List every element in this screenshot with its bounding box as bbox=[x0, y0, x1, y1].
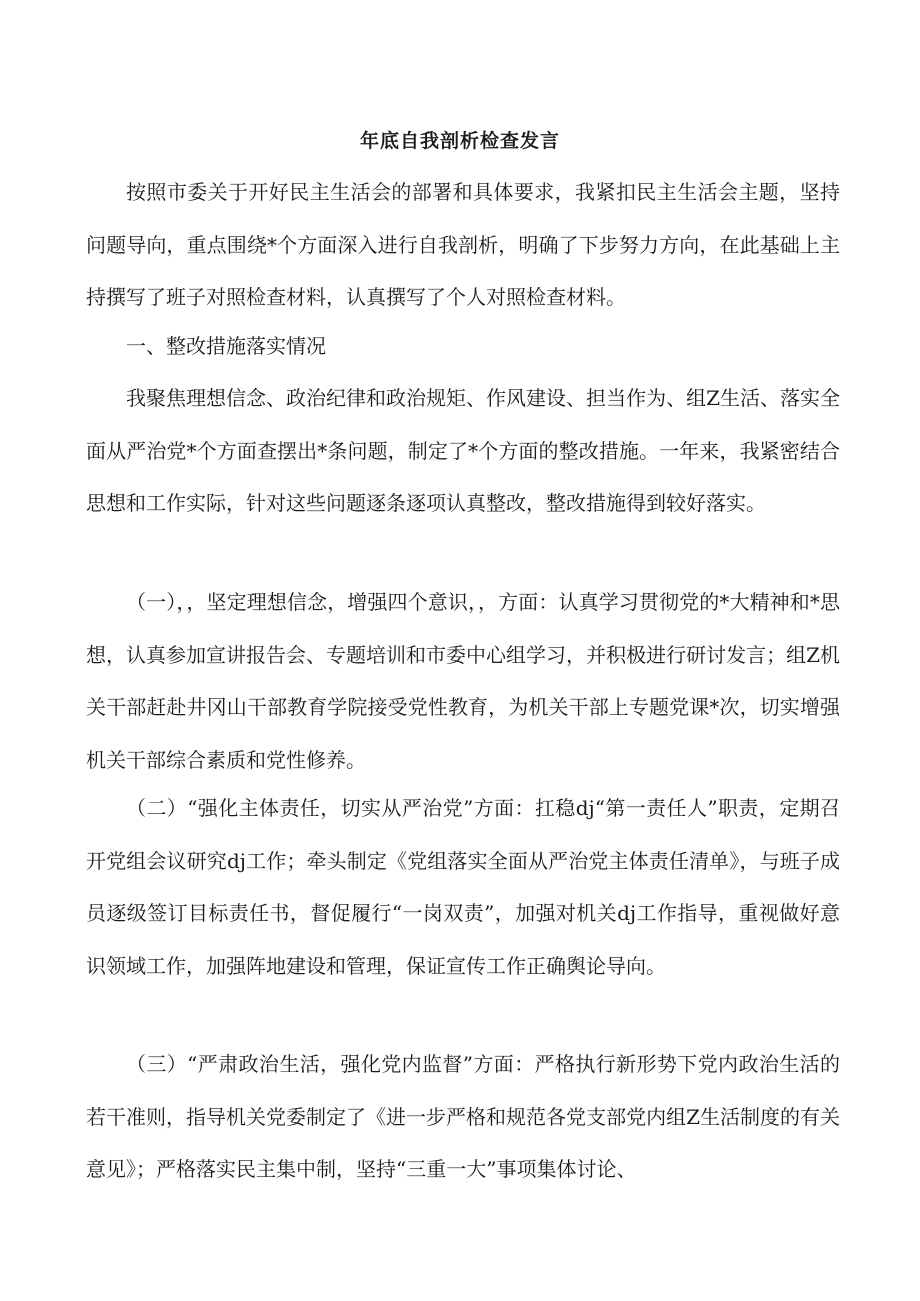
paragraph-summary: 我聚焦理想信念、政治纪律和政治规矩、作风建设、担当作为、组Z生活、落实全面从严治党*个方面查摆出*条问题，制定了*个方面的整改措施。一年来，我紧密结合思想和工作实际，针对这些问题逐条逐项认真整改，整改措施得到较好落实。 bbox=[86, 386, 840, 515]
document-title: 年底自我剖析检查发言 bbox=[359, 130, 560, 152]
paragraph-item-2: （二）“强化主体责任，切实从严治党”方面：扛稳dj“第一责任人”职责，定期召开党组会议研究dj工作；牵头制定《党组落实全面从严治党主体责任清单》，与班子成员逐级签订目标责任书，督促履行“一岗双责”，加强对机关dj工作指导，重视做好意识领域工作，加强阵地建设和管理，保证宣传工作正确舆论导向。 bbox=[86, 796, 840, 978]
section-heading-1: 一、整改措施落实情况 bbox=[126, 334, 326, 358]
paragraph-item-3: （三）“严肃政治生活，强化党内监督”方面：严格执行新形势下党内政治生活的若干准则，指导机关党委制定了《进一步严格和规范各党支部党内组Z生活制度的有关意见》；严格落实民主集中制，坚持“三重一大”事项集体讨论、 bbox=[86, 1052, 840, 1181]
paragraph-item-1: （一），，坚定理想信念，增强四个意识，，方面：认真学习贯彻党的*大精神和*思想，认真参加宣讲报告会、专题培训和市委中心组学习，并积极进行研讨发言；组Z机关干部赶赴井冈山干部教育学院接受党性教育，为机关干部上专题党课*次，切实增强机关干部综合素质和党性修养。 bbox=[86, 590, 840, 772]
paragraph-intro: 按照市委关于开好民主生活会的部署和具体要求，我紧扣民主生活会主题，坚持问题导向，重点围绕*个方面深入进行自我剖析，明确了下步努力方向，在此基础上主持撰写了班子对照检查材料，认真撰写了个人对照检查材料。 bbox=[86, 180, 840, 309]
